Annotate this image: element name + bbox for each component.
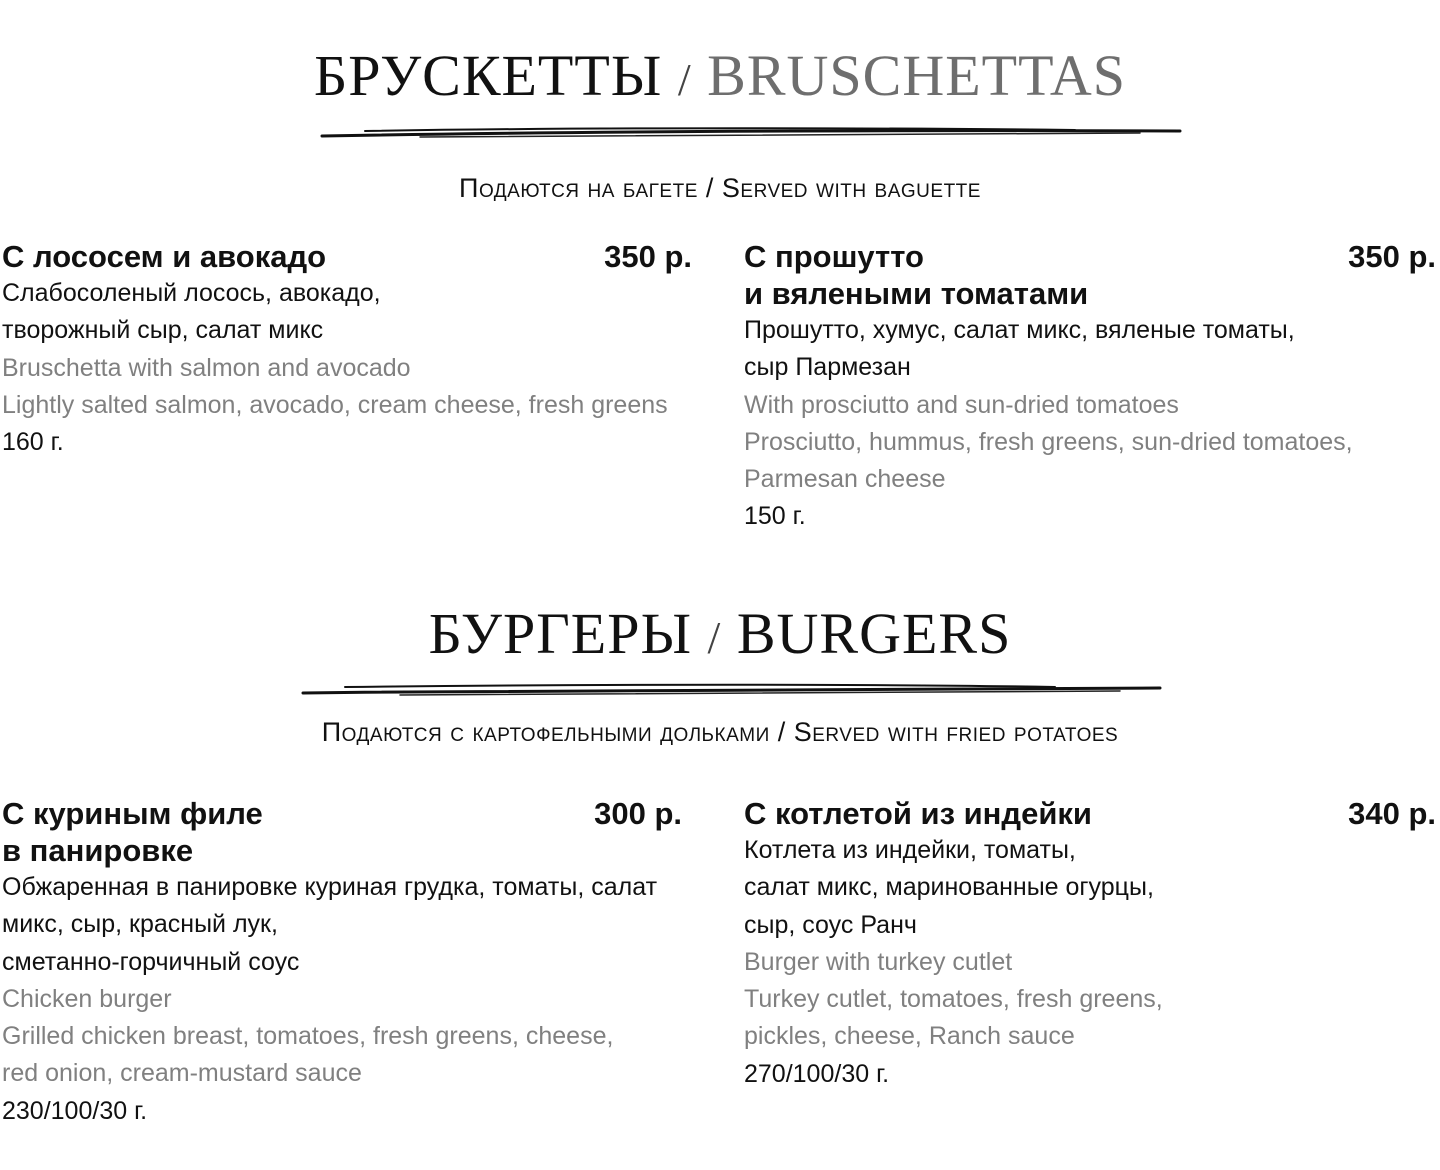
- item-price: 340 р.: [1348, 796, 1436, 831]
- item-price: 300 р.: [594, 796, 682, 831]
- item-description-en: Grilled chicken breast, tomatoes, fresh greens, cheese,: [2, 1022, 614, 1051]
- item-description-ru: Слабосоленый лосось, авокадо,: [2, 279, 381, 307]
- item-price: 350 р.: [1348, 239, 1436, 274]
- item-description-ru: Котлета из индейки, томаты,: [744, 836, 1076, 864]
- item-weight: 230/100/30 г.: [2, 1096, 148, 1125]
- item-description-ru: сметанно-горчичный соус: [2, 947, 300, 976]
- menu-item-prosciutto: [744, 238, 1436, 536]
- item-description-ru: сыр, соус Ранч: [744, 910, 917, 939]
- item-weight: 150 г.: [744, 502, 806, 531]
- brush-divider: [0, 679, 1440, 699]
- item-description-en: Parmesan cheese: [744, 465, 946, 494]
- item-name: С котлетой из индейки: [744, 796, 1092, 831]
- item-name-en: With prosciutto and sun-dried tomatoes: [744, 390, 1179, 419]
- section-subtitle-burgers: Подаются с картофельными дольками / Served with fried potatoes: [321, 717, 1119, 747]
- item-description-ru: салат микс, маринованные огурцы,: [744, 873, 1154, 902]
- item-description-ru: Прошутто, хумус, салат микс, вяленые томаты,: [744, 316, 1295, 344]
- item-name-en: Burger with turkey cutlet: [744, 947, 1013, 976]
- item-description-ru: творожный сыр, салат микс: [2, 316, 324, 345]
- item-description-ru: микс, сыр, красный лук,: [2, 910, 278, 939]
- section-title-ru: БРУСКЕТТЫ: [313, 43, 663, 108]
- item-weight: 270/100/30 г.: [744, 1059, 890, 1088]
- item-name: в панировке: [2, 833, 194, 868]
- section-title-separator: /: [707, 612, 722, 663]
- section-title-burgers: [0, 601, 1440, 668]
- item-name: С лососем и авокадо: [2, 239, 327, 274]
- section-title-en: BRUSCHETTAS: [707, 43, 1127, 108]
- item-description-en: Lightly salted salmon, avocado, cream cheese, fresh greens: [2, 390, 668, 419]
- item-description-en: red onion, cream-mustard sauce: [2, 1059, 362, 1088]
- item-description-ru: сыр Пармезан: [744, 353, 911, 382]
- item-name: и вялеными томатами: [744, 276, 1089, 311]
- item-description-en: Turkey cutlet, tomatoes, fresh greens,: [744, 985, 1163, 1014]
- item-description-en: pickles, cheese, Ranch sauce: [744, 1022, 1075, 1051]
- section-title-bruschettas: [0, 43, 1440, 110]
- menu-item-chicken-burger: [2, 795, 682, 1130]
- item-price: 350 р.: [604, 239, 692, 274]
- item-weight: 160 г.: [2, 428, 64, 457]
- item-description-ru: Обжаренная в панировке куриная грудка, томаты, салат: [2, 873, 658, 901]
- item-name: С куриным филе: [2, 796, 263, 831]
- item-description-en: Prosciutto, hummus, fresh greens, sun-dried tomatoes,: [744, 427, 1353, 456]
- item-name-en: Bruschetta with salmon and avocado: [2, 353, 411, 382]
- section-subtitle-bruschettas: Подаются на багете / Served with baguette: [459, 173, 981, 203]
- menu-item-turkey-burger: [744, 795, 1436, 1093]
- item-name-en: Chicken burger: [2, 984, 172, 1013]
- section-title-en: BURGERS: [736, 601, 1012, 666]
- menu-item-salmon-avocado: [2, 238, 692, 461]
- brush-divider: [0, 124, 1440, 144]
- section-title-separator: /: [677, 54, 692, 105]
- item-name: С прошутто: [744, 239, 924, 274]
- section-title-ru: БУРГЕРЫ: [428, 601, 693, 666]
